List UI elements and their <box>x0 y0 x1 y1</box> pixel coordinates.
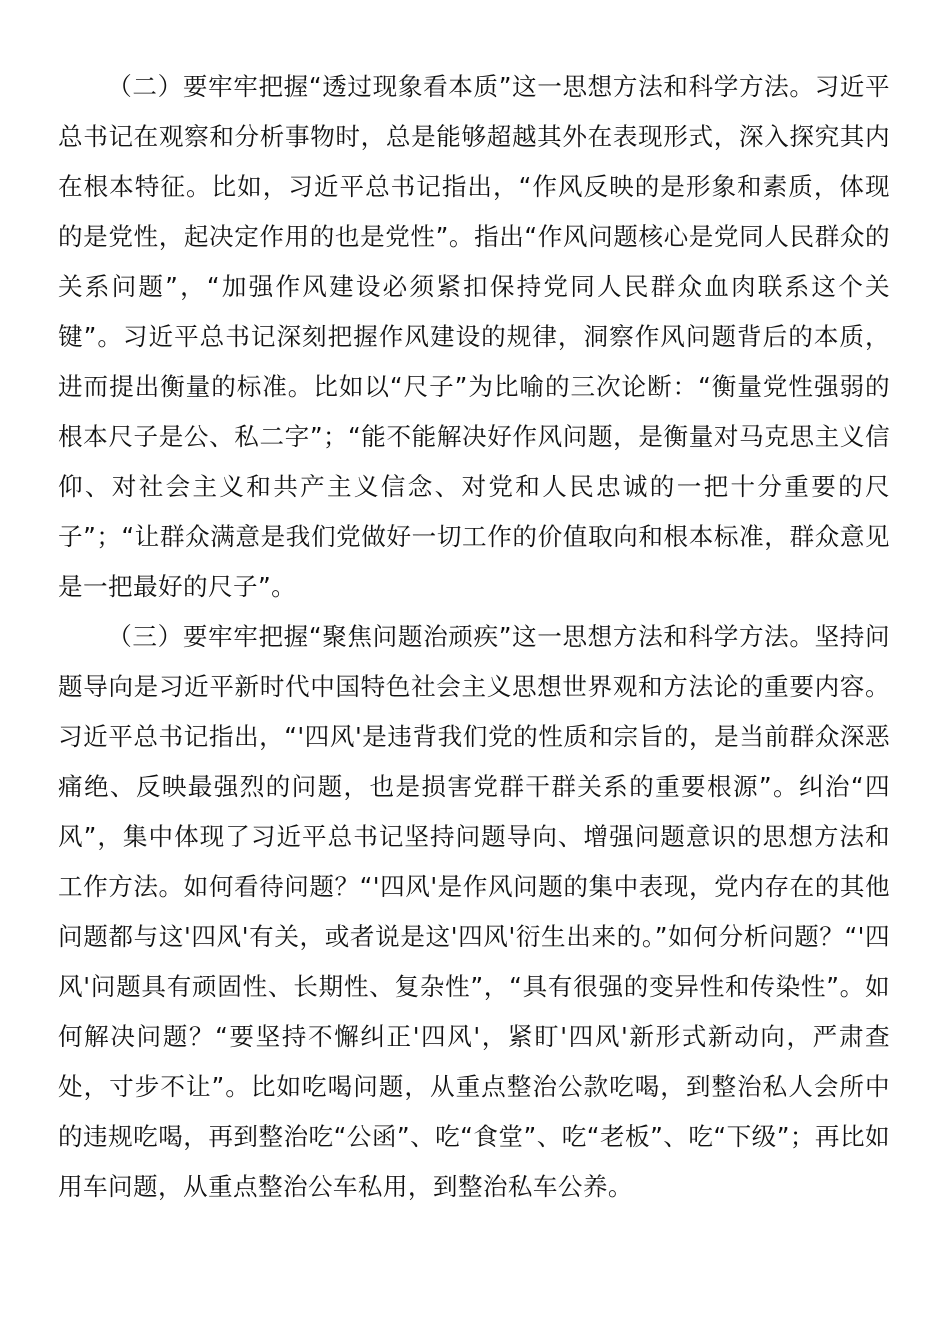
paragraph-section-three: （三）要牢牢把握“聚焦问题治顽疾”这一思想方法和科学方法。坚持问题导向是习近平新时代中国特色社会主义思想世界观和方法论的重要内容。习近平总书记指出，“'四风'是违背我们党的性质和宗旨的，是当前群众深恶痛绝、反映最强烈的问题，也是损害党群干群关系的重要根源”。纠治“四风”，集中体现了习近平总书记坚持问题导向、增强问题意识的思想方法和工作方法。如何看待问题？“'四风'是作风问题的集中表现，党内存在的其他问题都与这'四风'有关，或者说是这'四风'衍生出来的。”如何分析问题？“'四风'问题具有顽固性、长期性、复杂性”，“具有很强的变异性和传染性”。如何解决问题？“要坚持不懈纠正'四风'，紧盯'四风'新形式新动向，严肃查处，寸步不让”。比如吃喝问题，从重点整治公款吃喝，到整治私人会所中的违规吃喝，再到整治吃“公函”、吃“食堂”、吃“老板”、吃“下级”；再比如用车问题，从重点整治公车私用，到整治私车公养。 <box>58 622 890 1201</box>
paragraph-section-two: （二）要牢牢把握“透过现象看本质”这一思想方法和科学方法。习近平总书记在观察和分析事物时，总是能够超越其外在表现形式，深入探究其内在根本特征。比如，习近平总书记指出，“作风反映的是形象和素质，体现的是党性，起决定作用的也是党性”。指出“作风问题核心是党同人民群众的关系问题”，“加强作风建设必须紧扣保持党同人民群众血肉联系这个关键”。习近平总书记深刻把握作风建设的规律，洞察作风问题背后的本质，进而提出衡量的标准。比如以“尺子”为比喻的三次论断：“衡量党性强弱的根本尺子是公、私二字”；“能不能解决好作风问题，是衡量对马克思主义信仰、对社会主义和共产主义信念、对党和人民忠诚的一把十分重要的尺子”；“让群众满意是我们党做好一切工作的价值取向和根本标准，群众意见是一把最好的尺子”。 <box>58 72 890 601</box>
